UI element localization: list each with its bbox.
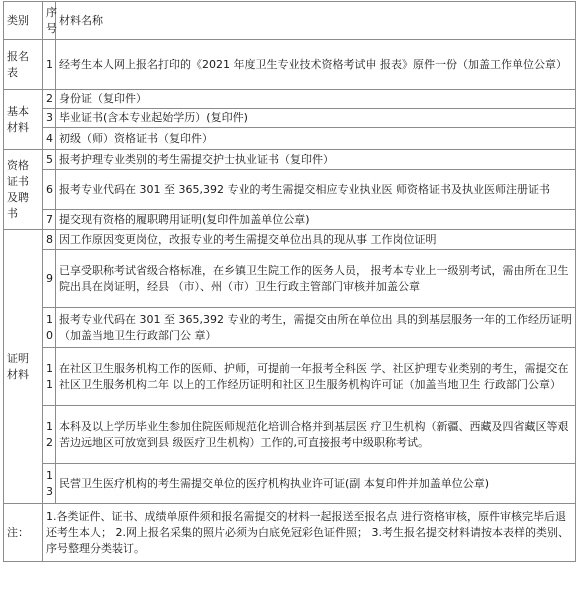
table-row	[4, 464, 576, 504]
table-row	[4, 348, 576, 406]
seq-cell: 2	[43, 90, 56, 109]
seq-cell: 11	[43, 348, 56, 406]
material-cell: 报考专业代码在 301 至 365,392 专业的考生需提交相应专业执业医 师资格证书及执业医师注册证书	[56, 170, 576, 210]
table-row	[4, 170, 576, 210]
table-row	[4, 308, 576, 348]
header-seq: 序号	[43, 2, 56, 40]
material-cell: 提交现有资格的履职聘用证明(复印件加盖单位公章)	[56, 210, 576, 230]
note-row	[4, 504, 576, 562]
category-cell: 报名表	[4, 40, 43, 90]
category-cell: 证明材料	[4, 230, 43, 504]
table-row	[4, 230, 576, 250]
seq-cell: 8	[43, 230, 56, 250]
material-cell: 报考护理专业类别的考生需提交护士执业证书（复印件）	[56, 150, 576, 170]
seq-cell: 6	[43, 170, 56, 210]
header-row	[4, 2, 576, 40]
seq-cell: 4	[43, 128, 56, 150]
materials-table	[3, 1, 576, 562]
material-cell: 身份证（复印件）	[56, 90, 576, 109]
material-cell: 因工作原因变更岗位，改报专业的考生需提交单位出具的现从事 工作岗位证明	[56, 230, 576, 250]
table-row	[4, 406, 576, 464]
material-cell: 报考专业代码在 301 至 365,392 专业的考生，需提交由所在单位出 具的到基层服务一年的工作经历证明（加盖当地卫生行政部门公 章）	[56, 308, 576, 348]
table-row	[4, 150, 576, 170]
material-cell: 民营卫生医疗机构的考生需提交单位的医疗机构执业许可证(副 本复印件并加盖单位公章)	[56, 464, 576, 504]
material-cell: 已享受职称考试省级合格标准，在乡镇卫生院工作的医务人员， 报考本专业上一级别考试，需由所在卫生院出具在岗证明，经县 （市）、州（市）卫生行政主管部门审核并加盖公章	[56, 250, 576, 308]
header-material: 材料名称	[56, 2, 576, 40]
table-row	[4, 250, 576, 308]
table-row	[4, 90, 576, 109]
note-label: 注：	[4, 504, 43, 562]
seq-cell: 13	[43, 464, 56, 504]
note-text: 1.各类证件、证书、成绩单原件须和报名需提交的材料一起报送至报名点 进行资格审核，原件审核完毕后退还考生本人； 2.网上报名采集的照片必须为白底免冠彩色证件照； 3.考生报名提交材料请按本表样的类别、序号整理分类装订。	[43, 504, 576, 562]
seq-cell: 10	[43, 308, 56, 348]
table-row	[4, 109, 576, 128]
table-row	[4, 128, 576, 150]
table-row	[4, 210, 576, 230]
seq-cell: 7	[43, 210, 56, 230]
material-cell: 初级（师）资格证书（复印件）	[56, 128, 576, 150]
category-cell: 资格证书及聘书	[4, 150, 43, 230]
seq-cell: 5	[43, 150, 56, 170]
seq-cell: 3	[43, 109, 56, 128]
seq-cell: 1	[43, 40, 56, 90]
seq-cell: 12	[43, 406, 56, 464]
material-cell: 本科及以上学历毕业生参加住院医师规范化培训合格并到基层医 疗卫生机构（新疆、西藏及四省藏区等艰苦边远地区可放宽到县 级医疗卫生机构）工作的,可直接报考中级职称考试。	[56, 406, 576, 464]
material-cell: 毕业证书(含本专业起始学历）(复印件)	[56, 109, 576, 128]
category-cell: 基本材料	[4, 90, 43, 150]
table-row	[4, 40, 576, 90]
material-cell: 在社区卫生服务机构工作的医师、护师，可提前一年报考全科医 学、社区护理专业类别的考生，需提交在社区卫生服务机构二年 以上的工作经历证明和社区卫生服务机构许可证（加盖当地卫生 行政部门公章）	[56, 348, 576, 406]
header-category: 类别	[4, 2, 43, 40]
seq-cell: 9	[43, 250, 56, 308]
material-cell: 经考生本人网上报名打印的《2021 年度卫生专业技术资格考试申 报表》原件一份（加盖工作单位公章）	[56, 40, 576, 90]
